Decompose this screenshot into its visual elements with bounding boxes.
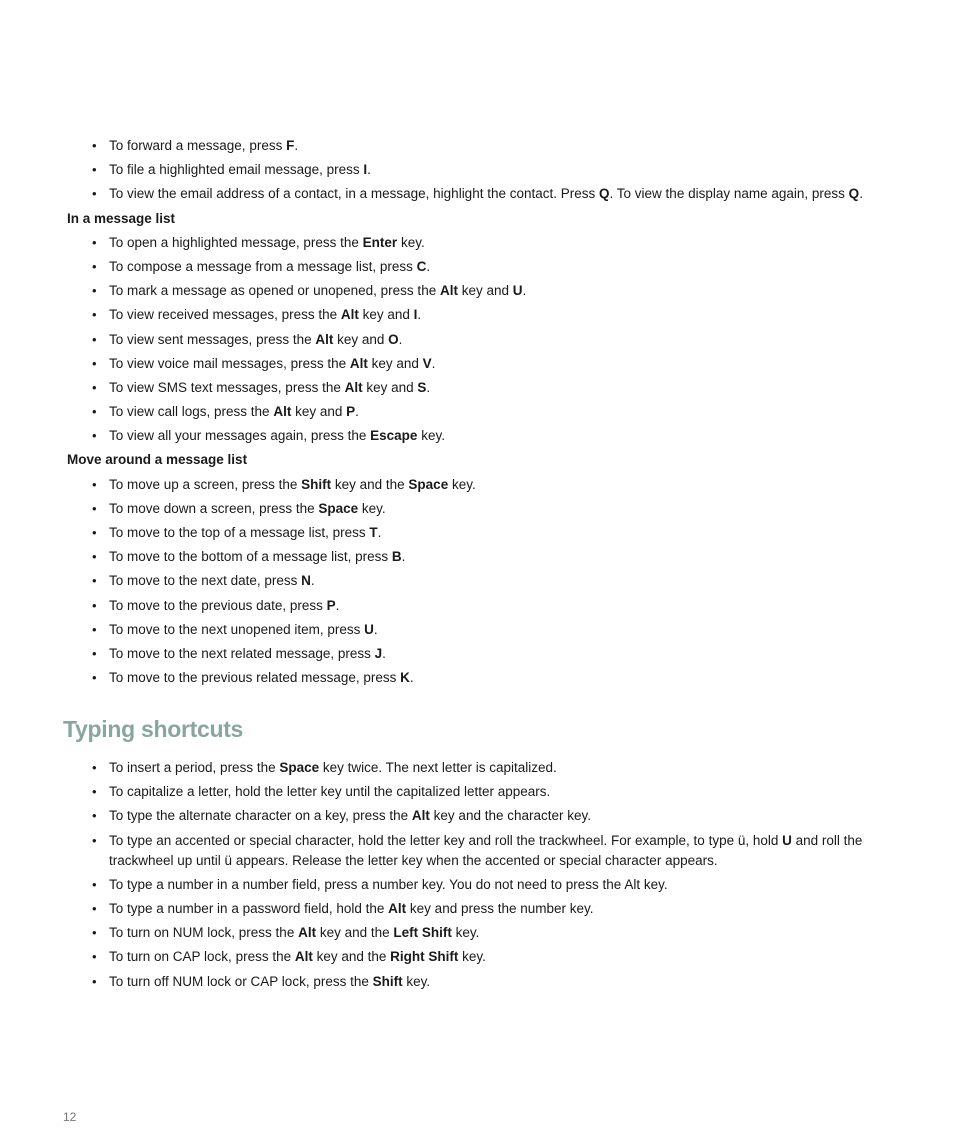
list-item: • To move down a screen, press the Space key. — [0, 499, 954, 519]
list-item: • To view call logs, press the Alt key and P. — [0, 402, 954, 422]
key-name: Space — [279, 760, 320, 775]
key-name: Q — [599, 186, 610, 202]
key-name: P — [346, 404, 356, 420]
key-name: F — [286, 138, 295, 153]
list-item: • To file a highlighted email message, press I. — [0, 160, 954, 180]
list-item: • To forward a message, press F. — [0, 136, 954, 156]
list-item: • To capitalize a letter, hold the letter key until the capitalized letter appears. — [0, 782, 954, 802]
key-name: Q — [848, 186, 860, 202]
list-item: • To move to the next unopened item, press U. — [0, 620, 954, 640]
bullet-list — [0, 475, 954, 689]
key-name: K — [400, 670, 410, 686]
list-item: • To view all your messages again, press the Escape key. — [0, 426, 954, 446]
list-item: • To move to the next date, press N. — [0, 571, 954, 591]
list-item: • To move to the top of a message list, press T. — [0, 523, 954, 543]
list-item: • To type a number in a password field, hold the Alt key and press the number key. — [0, 899, 954, 919]
key-name: Left Shift — [393, 925, 452, 941]
key-name: Alt — [340, 307, 359, 323]
key-name: Alt — [273, 404, 292, 420]
key-name: U — [512, 283, 523, 299]
list-item: • To move up a screen, press the Shift key and the Space key. — [0, 475, 954, 495]
key-name: V — [422, 355, 432, 371]
list-item: • To insert a period, press the Space key twice. The next letter is capitalized. — [0, 758, 954, 778]
key-name: U — [782, 832, 792, 848]
sub-heading: Move around a message list — [67, 452, 248, 468]
key-name: Alt — [439, 283, 458, 299]
bullet-list — [0, 136, 954, 204]
key-name: I — [413, 307, 418, 323]
list-item: • To turn on CAP lock, press the Alt key and the Right Shift key. — [0, 947, 954, 967]
bullet-list — [0, 233, 954, 447]
typing-shortcuts-block — [0, 758, 954, 996]
list-item: • To view voice mail messages, press the Alt key and V. — [0, 354, 954, 374]
key-name: N — [301, 573, 311, 589]
bullet-list — [0, 758, 954, 992]
key-name: Alt — [294, 949, 313, 965]
key-name: Space — [318, 500, 359, 516]
key-name: S — [417, 379, 427, 395]
list-item: • To view sent messages, press the Alt key and O. — [0, 330, 954, 350]
list-item: • To move to the bottom of a message list, press B. — [0, 547, 954, 567]
key-name: Alt — [411, 808, 430, 824]
key-name: Alt — [298, 925, 317, 941]
key-name: I — [363, 162, 368, 178]
key-name: Shift — [372, 973, 403, 989]
list-item: • To mark a message as opened or unopened, press the Alt key and U. — [0, 281, 954, 301]
key-name: Shift — [301, 476, 332, 492]
list-item: • To turn off NUM lock or CAP lock, press the Shift key. — [0, 972, 954, 992]
list-item: • To view SMS text messages, press the Alt key and S. — [0, 378, 954, 398]
key-name: Enter — [362, 234, 398, 250]
key-name: Alt — [344, 379, 363, 395]
list-item: • To open a highlighted message, press the Enter key. — [0, 233, 954, 253]
key-name: Alt — [315, 331, 334, 347]
key-name: J — [374, 645, 383, 661]
key-name: Escape — [370, 428, 418, 444]
key-name: Alt — [349, 355, 368, 371]
typing-shortcuts-heading — [0, 714, 954, 744]
key-name: C — [416, 258, 427, 274]
key-name: T — [369, 525, 378, 540]
list-item: • To view the email address of a contact, in a message, highlight the contact. Press Q. To view the display name again, press Q. — [0, 184, 954, 204]
list-item: • To type an accented or special character, hold the letter key and roll the trackwheel. For example, to type ü, hold U and roll the trackwheel up until ü appears. Release the letter key when the accented or special character appears. — [0, 831, 954, 871]
key-name: Alt — [388, 900, 407, 916]
list-item: • To move to the previous related message, press K. — [0, 668, 954, 688]
key-name: U — [364, 621, 374, 637]
list-item: • To view received messages, press the Alt key and I. — [0, 305, 954, 325]
list-item: • To type the alternate character on a key, press the Alt key and the character key. — [0, 806, 954, 826]
key-name: Right Shift — [390, 949, 459, 965]
key-name: Space — [408, 476, 449, 492]
section-heading: Typing shortcuts — [63, 716, 244, 742]
list-item: • To move to the next related message, press J. — [0, 644, 954, 664]
list-item: • To turn on NUM lock, press the Alt key and the Left Shift key. — [0, 923, 954, 943]
key-name: P — [326, 597, 336, 613]
key-name: B — [391, 549, 402, 565]
list-item: • To move to the previous date, press P. — [0, 596, 954, 616]
sub-heading: In a message list — [67, 210, 176, 226]
list-item: • To type a number in a number field, press a number key. You do not need to press the Alt key. — [0, 875, 954, 895]
key-name: O — [388, 331, 399, 347]
page-number: 12 — [63, 1110, 77, 1124]
list-item: • To compose a message from a message list, press C. — [0, 257, 954, 277]
message-shortcuts-block — [0, 136, 954, 692]
